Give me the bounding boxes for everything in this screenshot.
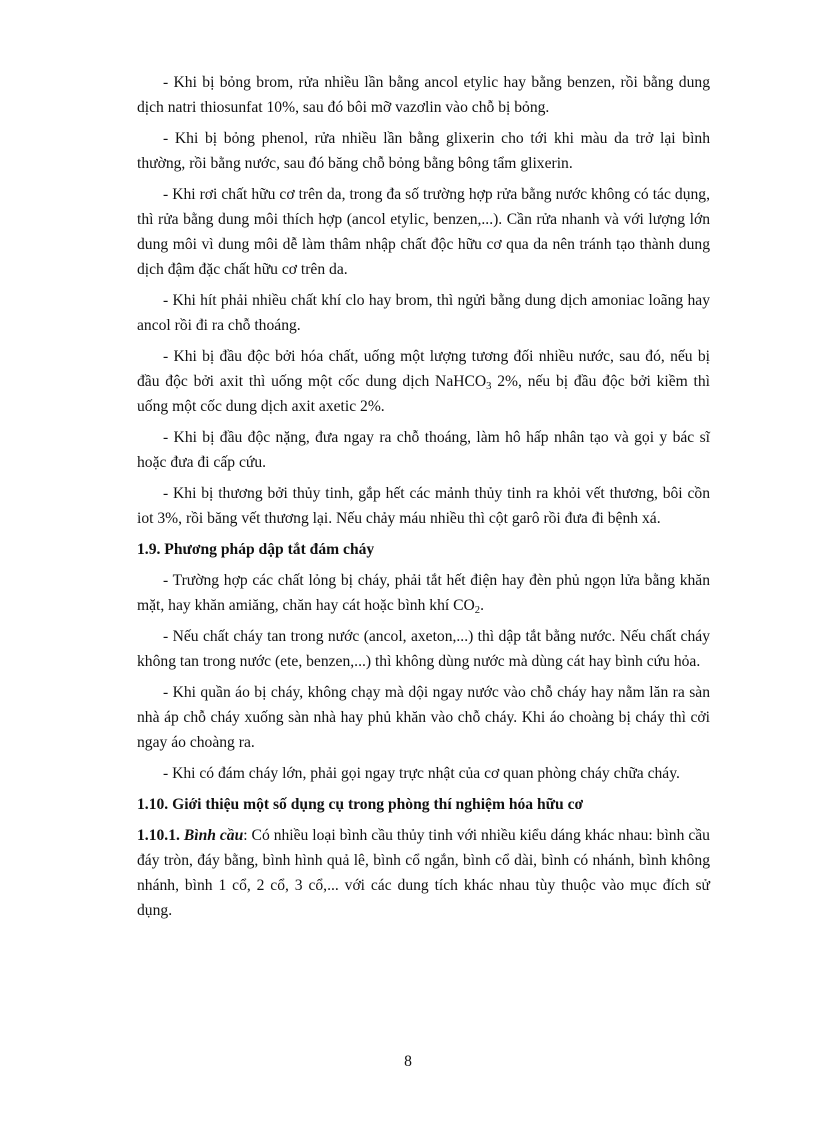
paragraph-large-fire: - Khi có đám cháy lớn, phải gọi ngay trực nhật của cơ quan phòng cháy chữa cháy. xyxy=(163,765,680,782)
paragraph-soluble-fire: - Nếu chất cháy tan trong nước (ancol, axeton,...) thì dập tắt bằng nước. Nếu chất cháy không tan trong nước (ete, benzen,...) thì không dùng nước mà dùng cát hay bình cứu hỏa. xyxy=(137,628,710,670)
subscript: 2 xyxy=(474,605,481,617)
paragraph-chemical-poisoning xyxy=(137,344,710,419)
page-number: 8 xyxy=(404,1053,412,1070)
paragraph-severe-poisoning: - Khi bị đầu độc nặng, đưa ngay ra chỗ thoáng, làm hô hấp nhân tạo và gọi y bác sĩ hoặc đưa đi cấp cứu. xyxy=(137,429,710,471)
subsection-number: 1.10.1. xyxy=(137,827,180,844)
paragraph-organic-on-skin: - Khi rơi chất hữu cơ trên da, trong đa số trường hợp rửa bằng nước không có tác dụng, thì rửa bằng dung môi thích hợp (ancol etylic, benzen,...). Cần rửa nhanh và với lượng lớn dung môi vì dung môi dễ làm thâm nhập chất độc hữu cơ qua da nên tránh tạo thành dung dịch đậm đặc chất hữu cơ trên da. xyxy=(137,186,710,278)
paragraph-bromine-burn: - Khi bị bỏng brom, rửa nhiều lần bằng ancol etylic hay bằng benzen, rồi bằng dung dịch natri thiosunfat 10%, sau đó bôi mỡ vazơlin vào chỗ bị bỏng. xyxy=(137,74,710,116)
paragraph-gas-inhalation: - Khi hít phải nhiều chất khí clo hay brom, thì ngửi bằng dung dịch amoniac loãng hay ancol rồi đi ra chỗ thoáng. xyxy=(137,292,710,334)
text-segment: - Trường hợp các chất lỏng bị cháy, phải tắt hết điện hay đèn phủ ngọn lửa bằng khăn mặt, hay khăn amiăng, chăn hay cát hoặc bình khí CO xyxy=(137,572,710,614)
subscript: 3 xyxy=(486,381,492,393)
section-heading-1-10: 1.10. Giới thiệu một số dụng cụ trong phòng thí nghiệm hóa hữu cơ xyxy=(137,796,584,813)
paragraph-flask xyxy=(137,823,710,923)
text-segment: - Khi bị đầu độc bởi hóa chất, uống một lượng tương đối nhiều nước, sau đó, nếu bị đầu độc bởi axit thì uống một cốc dung dịch NaHCO xyxy=(137,348,710,390)
document-page xyxy=(137,70,710,929)
paragraph-liquid-fire xyxy=(137,568,710,618)
text-segment: : Có nhiều loại bình cầu thủy tinh với nhiều kiểu dáng khác nhau: bình cầu đáy tròn, đáy bằng, bình hình quả lê, bình cổ ngắn, bình cổ dài, bình có nhánh, bình không nhánh, bình 1 cổ, 2 cổ, 3 cổ,... với các dung tích khác nhau tùy thuộc vào mục đích sử dụng. xyxy=(137,827,710,919)
text-segment: 2%, nếu bị đầu độc bởi kiềm thì uống một cốc dung dịch axit axetic 2%. xyxy=(137,373,710,415)
text-segment: . xyxy=(480,597,484,614)
paragraph-clothes-fire: - Khi quần áo bị cháy, không chạy mà dội ngay nước vào chỗ cháy hay nằm lăn ra sàn nhà áp chỗ cháy xuống sàn nhà hay phủ khăn vào chỗ cháy. Khi áo choàng bị cháy thì cởi ngay áo choàng ra. xyxy=(137,684,710,751)
paragraph-phenol-burn: - Khi bị bỏng phenol, rửa nhiều lần bằng glixerin cho tới khi màu da trở lại bình thường, rồi bằng nước, sau đó băng chỗ bỏng bằng bông tẩm glixerin. xyxy=(137,130,710,172)
paragraph-glass-injury: - Khi bị thương bởi thủy tinh, gắp hết các mảnh thủy tinh ra khỏi vết thương, bôi cồn iot 3%, rồi băng vết thương lại. Nếu chảy máu nhiều thì cột garô rồi đưa đi bệnh xá. xyxy=(137,485,710,527)
section-heading-1-9: 1.9. Phương pháp dập tắt đám cháy xyxy=(137,541,375,558)
subsection-title: Bình cầu xyxy=(183,827,244,844)
